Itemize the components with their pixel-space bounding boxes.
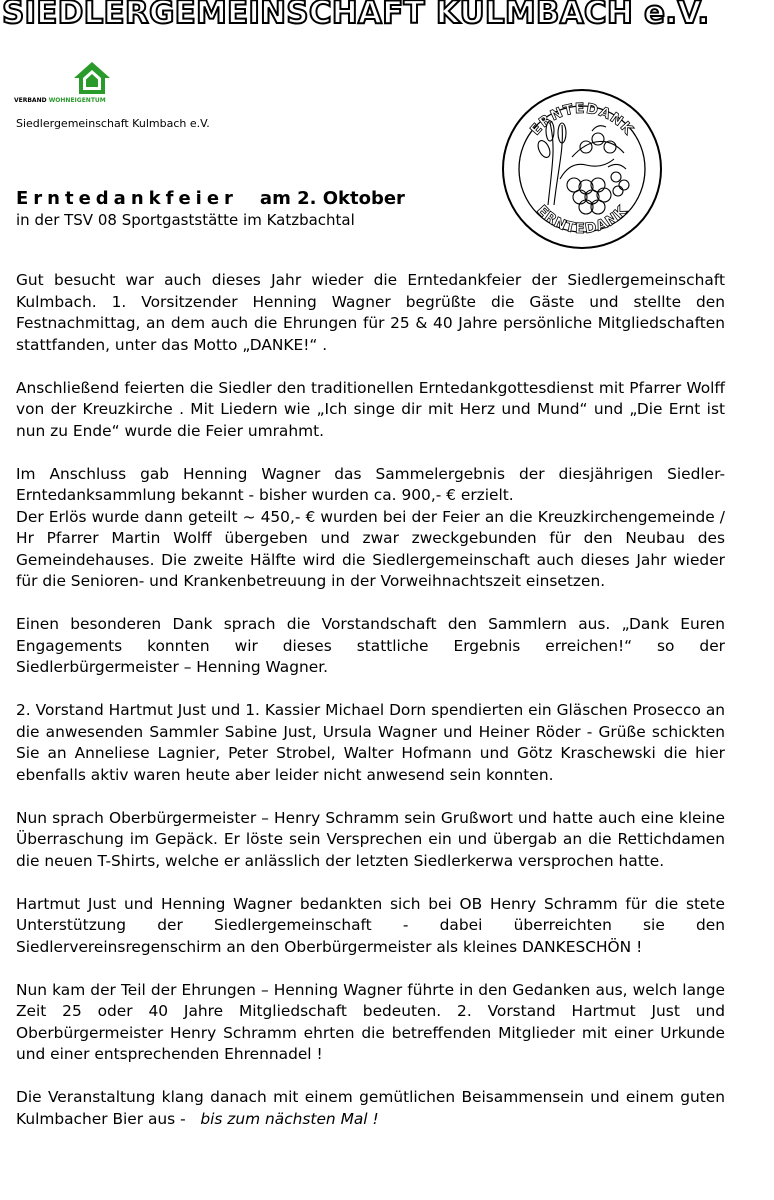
closing-signoff: bis zum nächsten Mal ! bbox=[200, 1109, 379, 1128]
article-paragraph-text: Anschließend feierten die Siedler den traditionellen Erntedankgottesdienst mit Pfarrer Wolff von der Kreuzkirche . Mit Liedern wie „Ich singe dir mit Herz und Mund“ und „Die Ernt ist nun zu Ende“ wurde die Feier umrahmt. bbox=[16, 378, 725, 440]
article-paragraph: Nun kam der Teil der Ehrungen – Henning Wagner führte in den Gedanken aus, welch lange Zeit 25 oder 40 Jahre Mitgliedschaft bedeuten. 2. Vorstand Hartmut Just und Oberbürgermeister Henry Schramm ehrten die betreffenden Mitglieder mit einer Urkunde und einer entsprechenden Ehrennadel ! bbox=[16, 980, 725, 1063]
svg-text:ERNTEDANK bbox=[533, 202, 631, 237]
org-line: Siedlergemeinschaft Kulmbach e.V. bbox=[16, 117, 210, 130]
article-paragraph: Einen besonderen Dank sprach die Vorstandschaft den Sammlern aus. „Dank Euren Engagements konnten wir dieses stattliche Ergebnis erreichen!“ so der Siedlerbürgermeister – Henning Wagner. bbox=[16, 615, 725, 676]
article-paragraph bbox=[16, 464, 725, 507]
harvest-emblem bbox=[500, 87, 665, 252]
article-paragraph bbox=[16, 378, 725, 443]
article-paragraph-closing bbox=[16, 1087, 725, 1130]
emblem-ring-text-bottom: ERNTEDANK bbox=[533, 202, 631, 238]
verband-wordmark-part1: VERBAND bbox=[14, 97, 47, 104]
article-paragraph: Der Erlös wurde dann geteilt ~ 450,- € wurden bei der Feier an die Kreuzkirchengemeinde / Hr Pfarrer Martin Wolff übergeben und zwar zweckgebunden für den Neubau des Gemeindehauses. Die zweite Hälfte wird die Siedlergemeinschaft auch dieses Jahr wieder für die Senioren- und Krankenbetreuung in der Vorweihnachtszeit einsetzen. bbox=[16, 507, 725, 590]
article-paragraph: Hartmut Just und Henning Wagner bedankten sich bei OB Henry Schramm für die stete Unterstützung der Siedlergemeinschaft - dabei überreichten sie den Siedlervereinsregenschirm an den Oberbürgermeister als kleines DANKESCHÖN ! bbox=[16, 894, 725, 956]
emblem-ring-text-top: ERNTEDANK bbox=[527, 100, 637, 139]
event-title-date: am 2. Oktober bbox=[259, 188, 405, 209]
closing-text: Die Veranstaltung klang danach mit einem gemütlichen Beisammensein und einem guten Kulmbacher Bier aus - bbox=[16, 1088, 725, 1128]
event-location: in der TSV 08 Sportgaststätte im Katzbachtal bbox=[16, 211, 355, 229]
verband-wordmark-part2: WOHNEIGENTUM bbox=[48, 97, 106, 104]
masthead-suffix: e.V. bbox=[644, 0, 710, 31]
article-body bbox=[16, 270, 725, 1130]
masthead bbox=[0, 0, 774, 32]
article-paragraph: Nun sprach Oberbürgermeister – Henry Schramm sein Grußwort und hatte auch eine kleine Überraschung im Gepäck. Er löste sein Versprechen ein und übergab an die Rettichdamen die neuen T-Shirts, welche er anlässlich der letzten Siedlerkerwa versprochen hatte. bbox=[16, 808, 725, 870]
masthead-title: SIEDLERGEMEINSCHAFT KULMBACH bbox=[2, 0, 633, 31]
event-title bbox=[16, 188, 405, 209]
harvest-emblem-icon bbox=[500, 87, 665, 252]
article-paragraph: 2. Vorstand Hartmut Just und 1. Kassier Michael Dorn spendierten ein Gläschen Prosecco an die anwesenden Sammler Sabine Just, Ursula Wagner und Heiner Röder - Grüße schickten Sie an Anneliese Lagnier, Peter Strobel, Walter Hofmann und Götz Kraschewski die hier ebenfalls aktiv waren heute aber leider nicht anwesend sein konnten. bbox=[16, 701, 725, 784]
event-title-name: Erntedankfeier bbox=[16, 188, 238, 209]
article-paragraph-text: Im Anschluss gab Henning Wagner das Sammelergebnis der diesjährigen Siedler-Erntedanksammlung bekannt - bisher wurden ca. 900,- € erzielt. bbox=[16, 464, 725, 504]
house-icon bbox=[72, 60, 112, 96]
verband-logo bbox=[14, 60, 134, 108]
article-paragraph: Gut besucht war auch dieses Jahr wieder die Erntedankfeier der Siedlergemeinschaft Kulmbach. 1. Vorsitzender Henning Wagner begrüßte die Gäste und stellte den Festnachmittag, an dem auch die Ehrungen für 25 & 40 Jahre persönliche Mitgliedschaften stattfanden, unter das Motto „DANKE!“ . bbox=[16, 271, 725, 354]
svg-text:ERNTEDANK bbox=[528, 101, 637, 139]
verband-wordmark bbox=[14, 97, 106, 104]
